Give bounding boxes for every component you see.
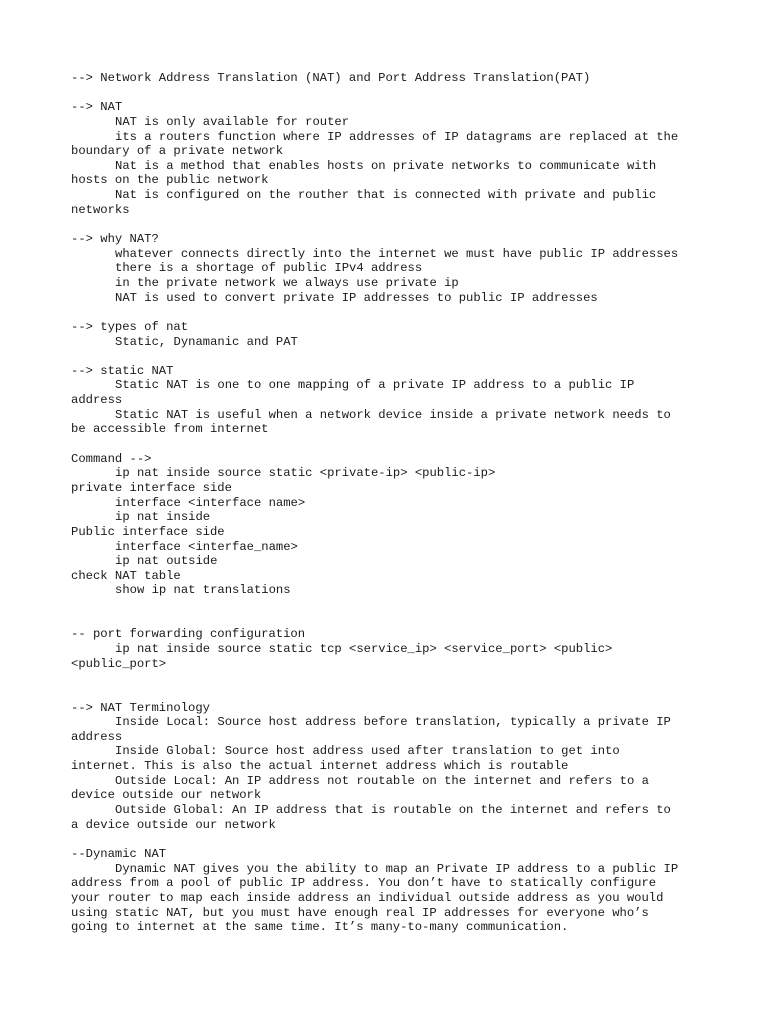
text-line: hosts on the public network — [71, 173, 269, 188]
blank-line — [71, 217, 701, 232]
text-line: <public_port> — [71, 656, 167, 671]
text-line: there is a shortage of public IPv4 address — [115, 261, 423, 276]
text-line: Nat is a method that enables hosts on private networks to communicate with — [115, 158, 657, 173]
text-line: ip nat outside — [115, 554, 218, 569]
text-line: ip nat inside source static <private-ip> <public-ip> — [115, 466, 496, 481]
text-line: check NAT table — [71, 568, 181, 583]
text-line: --> why NAT? — [71, 232, 159, 247]
text-line: Nat is configured on the routher that is connected with private and public — [115, 188, 657, 203]
blank-line — [71, 686, 701, 701]
blank-line — [71, 86, 701, 101]
text-line: going to internet at the same time. It’s many-to-many communication. — [71, 920, 569, 935]
text-line: -- port forwarding configuration — [71, 627, 306, 642]
text-line: Static NAT is useful when a network device inside a private network needs to — [115, 407, 671, 422]
text-line: Public interface side — [71, 524, 225, 539]
blank-line — [71, 305, 701, 320]
blank-line — [71, 349, 701, 364]
text-line: address — [71, 393, 123, 408]
text-line: whatever connects directly into the internet we must have public IP addresses — [115, 246, 679, 261]
text-line: ip nat inside source static tcp <service_ip> <service_port> <public> — [115, 641, 613, 656]
text-line: a device outside our network — [71, 817, 276, 832]
text-line: boundary of a private network — [71, 144, 284, 159]
text-line: --> types of nat — [71, 319, 189, 334]
text-line: NAT is used to convert private IP addresses to public IP addresses — [115, 290, 598, 305]
blank-line — [71, 598, 701, 613]
blank-line — [71, 437, 701, 452]
text-line: --> Network Address Translation (NAT) and Port Address Translation(PAT) — [71, 71, 591, 85]
text-line: device outside our network — [71, 788, 262, 803]
text-line: Static, Dynamanic and PAT — [115, 334, 298, 349]
text-line: Inside Local: Source host address before translation, typically a private IP — [115, 715, 671, 730]
text-line: be accessible from internet — [71, 422, 269, 437]
text-line: Static NAT is one to one mapping of a private IP address to a public IP — [115, 378, 635, 393]
text-line: address — [71, 729, 123, 744]
text-line: interface <interface name> — [115, 495, 306, 510]
blank-line — [71, 613, 701, 628]
text-line: Outside Global: An IP address that is routable on the internet and refers to — [115, 803, 671, 818]
text-line: private interface side — [71, 480, 232, 495]
text-line: Dynamic NAT gives you the ability to map an Private IP address to a public IP — [115, 861, 679, 876]
text-line: using static NAT, but you must have enough real IP addresses for everyone who’s — [71, 905, 649, 920]
text-line: its a routers function where IP addresses of IP datagrams are replaced at the — [115, 129, 679, 144]
text-line: Command --> — [71, 451, 152, 466]
text-line: --Dynamic NAT — [71, 846, 167, 861]
blank-line — [71, 832, 701, 847]
text-line: in the private network we always use private ip — [115, 275, 459, 290]
text-line: Inside Global: Source host address used after translation to get into — [115, 744, 620, 759]
text-line: Outside Local: An IP address not routable on the internet and refers to a — [115, 773, 649, 788]
text-line: --> static NAT — [71, 363, 174, 378]
document-body — [71, 71, 701, 935]
blank-line — [71, 671, 701, 686]
text-line: your router to map each inside address an individual outside address as you would — [71, 890, 664, 905]
text-line: --> NAT — [71, 100, 123, 115]
text-line: internet. This is also the actual internet address which is routable — [71, 759, 569, 774]
text-line: networks — [71, 202, 130, 217]
text-line: interface <interfae_name> — [115, 539, 298, 554]
text-line: --> NAT Terminology — [71, 700, 210, 715]
text-line: show ip nat translations — [115, 583, 291, 598]
text-line: NAT is only available for router — [115, 114, 350, 129]
text-line: ip nat inside — [115, 510, 211, 525]
text-line: address from a pool of public IP address. You don’t have to statically configure — [71, 876, 657, 891]
